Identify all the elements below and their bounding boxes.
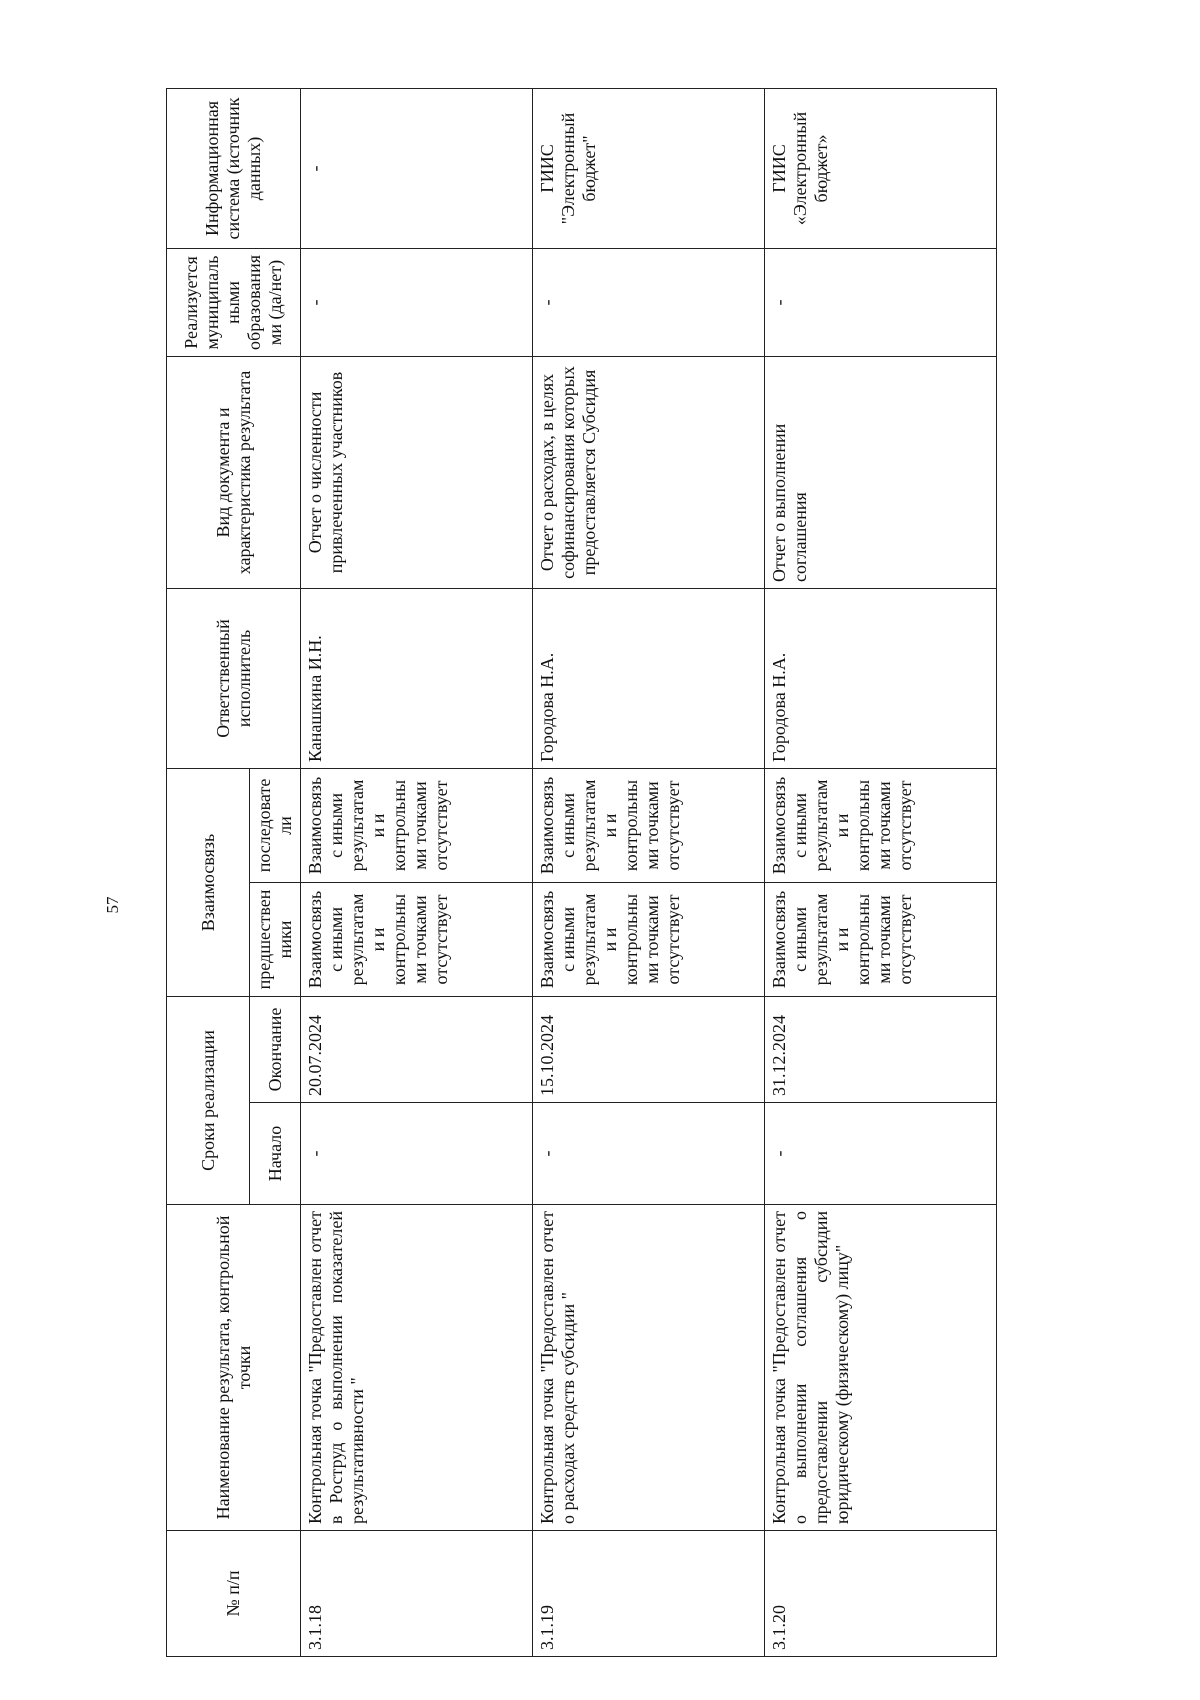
table-row [765,88,997,1656]
cell-num: 3.1.18 [301,1531,533,1657]
cell-predecessors: Взаимосвязь с иными результатами и контрольными точками отсутствует [533,882,765,996]
cell-info-system: ГИИС «Электронный бюджет» [765,88,997,248]
cell-predecessors: Взаимосвязь с иными результатами и контрольными точками отсутствует [765,882,997,996]
cell-successors: Взаимосвязь с иными результатами и контрольными точками отсутствует [533,768,765,882]
cell-successors: Взаимосвязь с иными результатами и контрольными точками отсутствует [301,768,533,882]
header-document: Вид документа и характеристика результата [167,356,301,588]
cell-num: 3.1.19 [533,1531,765,1657]
header-dates: Сроки реализации [167,996,250,1204]
cell-end: 15.10.2024 [533,996,765,1102]
cell-name: Контрольная точка "Предоставлен отчет о расходах средств субсидии " [533,1205,765,1531]
cell-info-system: - [301,88,533,248]
table-row [301,88,533,1656]
header-info-system: Информационная система (источник данных) [167,88,301,248]
cell-document: Отчет о выполнении соглашения [765,356,997,588]
cell-predecessors: Взаимосвязь с иными результатами и контрольными точками отсутствует [301,882,533,996]
cell-info-system: ГИИС "Электронный бюджет" [533,88,765,248]
control-points-table [166,88,997,1657]
header-num: № п/п [167,1531,301,1657]
cell-start: - [533,1103,765,1205]
header-responsible: Ответственный исполнитель [167,588,301,768]
cell-name: Контрольная точка "Предоставлен отчет о выполнении соглашения о предоставлении субсидии юридическому (физическому) лицу" [765,1205,997,1531]
cell-successors: Взаимосвязь с иными результатами и контрольными точками отсутствует [765,768,997,882]
header-predecessors: предшественники [250,882,301,996]
cell-end: 20.07.2024 [301,996,533,1102]
header-end: Окончание [250,996,301,1102]
cell-responsible: Городова Н.А. [533,588,765,768]
cell-responsible: Городова Н.А. [765,588,997,768]
cell-start: - [301,1103,533,1205]
rotated-table-container [166,89,1090,1657]
header-link: Взаимосвязь [167,768,250,996]
table-row [533,88,765,1656]
header-start: Начало [250,1103,301,1205]
cell-num: 3.1.20 [765,1531,997,1657]
header-successors: последователи [250,768,301,882]
header-name: Наименование результата, контрольной точки [167,1205,301,1531]
cell-municipal: - [765,248,997,356]
cell-responsible: Канашкина И.Н. [301,588,533,768]
cell-document: Отчет о численности привлеченных участников [301,356,533,588]
cell-municipal: - [533,248,765,356]
cell-municipal: - [301,248,533,356]
cell-end: 31.12.2024 [765,996,997,1102]
header-municipal: Реализуется муниципальными образованиями (да/нет) [167,248,301,356]
cell-start: - [765,1103,997,1205]
cell-document: Отчет о расходах, в целях софинансирования которых предоставляется Субсидия [533,356,765,588]
page-number: 57 [103,896,122,914]
cell-name: Контрольная точка "Предоставлен отчет в Роструд о выполнении показателей результативности " [301,1205,533,1531]
